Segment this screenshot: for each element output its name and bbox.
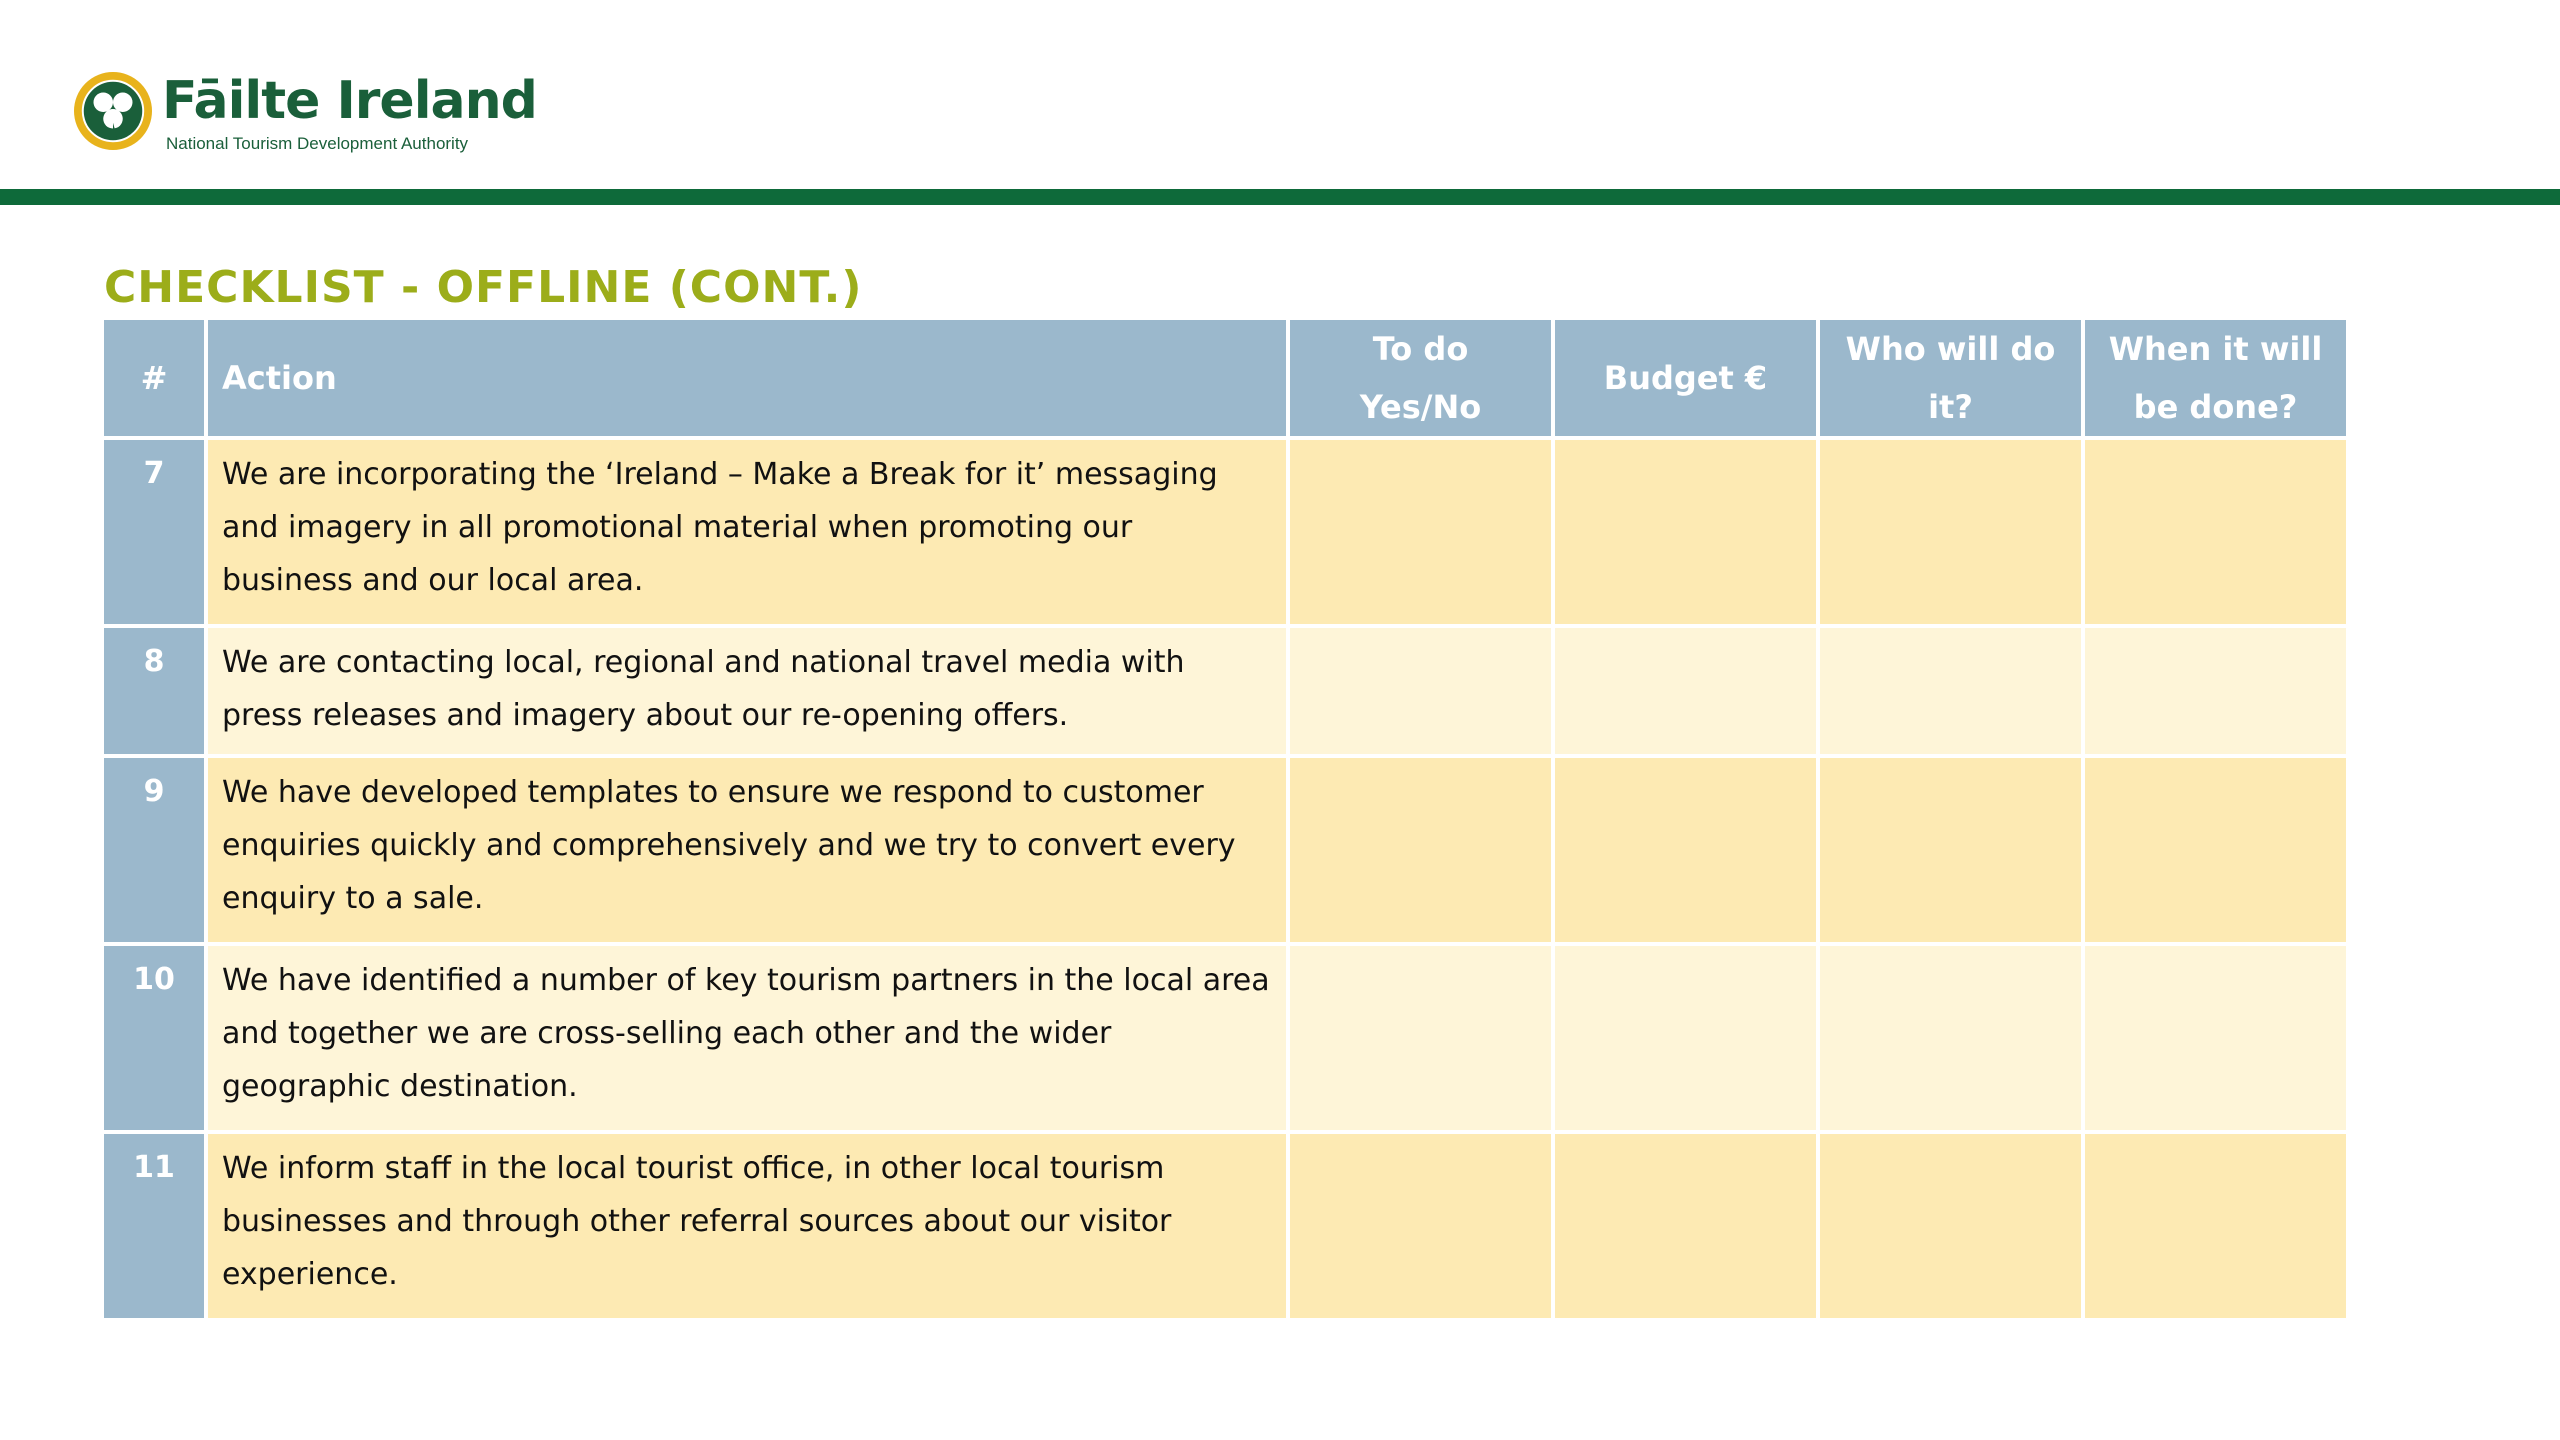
when-cell[interactable] [2085, 758, 2346, 942]
when-cell[interactable] [2085, 946, 2346, 1130]
table-row [104, 1134, 2346, 1318]
budget-cell[interactable] [1555, 758, 1816, 942]
who-cell[interactable] [1820, 758, 2081, 942]
row-action: We have identified a number of key tourism partners in the local area and together we are cross-selling each other and the wider geographic destination. [208, 946, 1286, 1130]
todo-cell[interactable] [1290, 628, 1551, 754]
budget-cell[interactable] [1555, 946, 1816, 1130]
row-number: 9 [104, 758, 204, 942]
when-cell[interactable] [2085, 1134, 2346, 1318]
logo-name: Fāilte Ireland [162, 71, 537, 131]
who-cell[interactable] [1820, 628, 2081, 754]
row-action: We are contacting local, regional and national travel media with press releases and imagery about our re-opening offers. [208, 628, 1286, 754]
header-action: Action [208, 320, 1286, 436]
header-when [2085, 320, 2346, 436]
budget-cell[interactable] [1555, 1134, 1816, 1318]
row-number: 11 [104, 1134, 204, 1318]
header-todo-line1: To do [1372, 330, 1469, 368]
todo-cell[interactable] [1290, 758, 1551, 942]
todo-cell[interactable] [1290, 440, 1551, 624]
budget-cell[interactable] [1555, 440, 1816, 624]
logo-tagline: National Tourism Development Authority [166, 134, 469, 153]
header-when-line2: be done? [2133, 388, 2298, 426]
checklist-table [100, 316, 2350, 1322]
table-header-row [104, 320, 2346, 436]
row-action: We are incorporating the ‘Ireland – Make a Break for it’ messaging and imagery in all promotional material when promoting our business and our local area. [208, 440, 1286, 624]
header-accent-bar [0, 189, 2560, 205]
who-cell[interactable] [1820, 1134, 2081, 1318]
table-row [104, 758, 2346, 942]
header-who-line2: it? [1928, 388, 1973, 426]
row-number: 8 [104, 628, 204, 754]
row-action: We inform staff in the local tourist office, in other local tourism businesses and through other referral sources about our visitor experience. [208, 1134, 1286, 1318]
shamrock-logo-icon [74, 72, 152, 150]
header-who-line1: Who will do [1845, 330, 2056, 368]
budget-cell[interactable] [1555, 628, 1816, 754]
header-num: # [104, 320, 204, 436]
header-todo [1290, 320, 1551, 436]
row-action: We have developed templates to ensure we respond to customer enquiries quickly and comprehensively and we try to convert every enquiry to a sale. [208, 758, 1286, 942]
when-cell[interactable] [2085, 440, 2346, 624]
header-todo-line2: Yes/No [1359, 388, 1482, 426]
row-number: 7 [104, 440, 204, 624]
todo-cell[interactable] [1290, 1134, 1551, 1318]
header-when-line1: When it will [2108, 330, 2323, 368]
table-row [104, 946, 2346, 1130]
todo-cell[interactable] [1290, 946, 1551, 1130]
header-budget: Budget € [1555, 320, 1816, 436]
page-title: CHECKLIST - OFFLINE (CONT.) [104, 262, 863, 313]
who-cell[interactable] [1820, 440, 2081, 624]
table-row [104, 628, 2346, 754]
table-row [104, 440, 2346, 624]
row-number: 10 [104, 946, 204, 1130]
failte-ireland-logo [74, 70, 537, 160]
who-cell[interactable] [1820, 946, 2081, 1130]
header-who [1820, 320, 2081, 436]
when-cell[interactable] [2085, 628, 2346, 754]
